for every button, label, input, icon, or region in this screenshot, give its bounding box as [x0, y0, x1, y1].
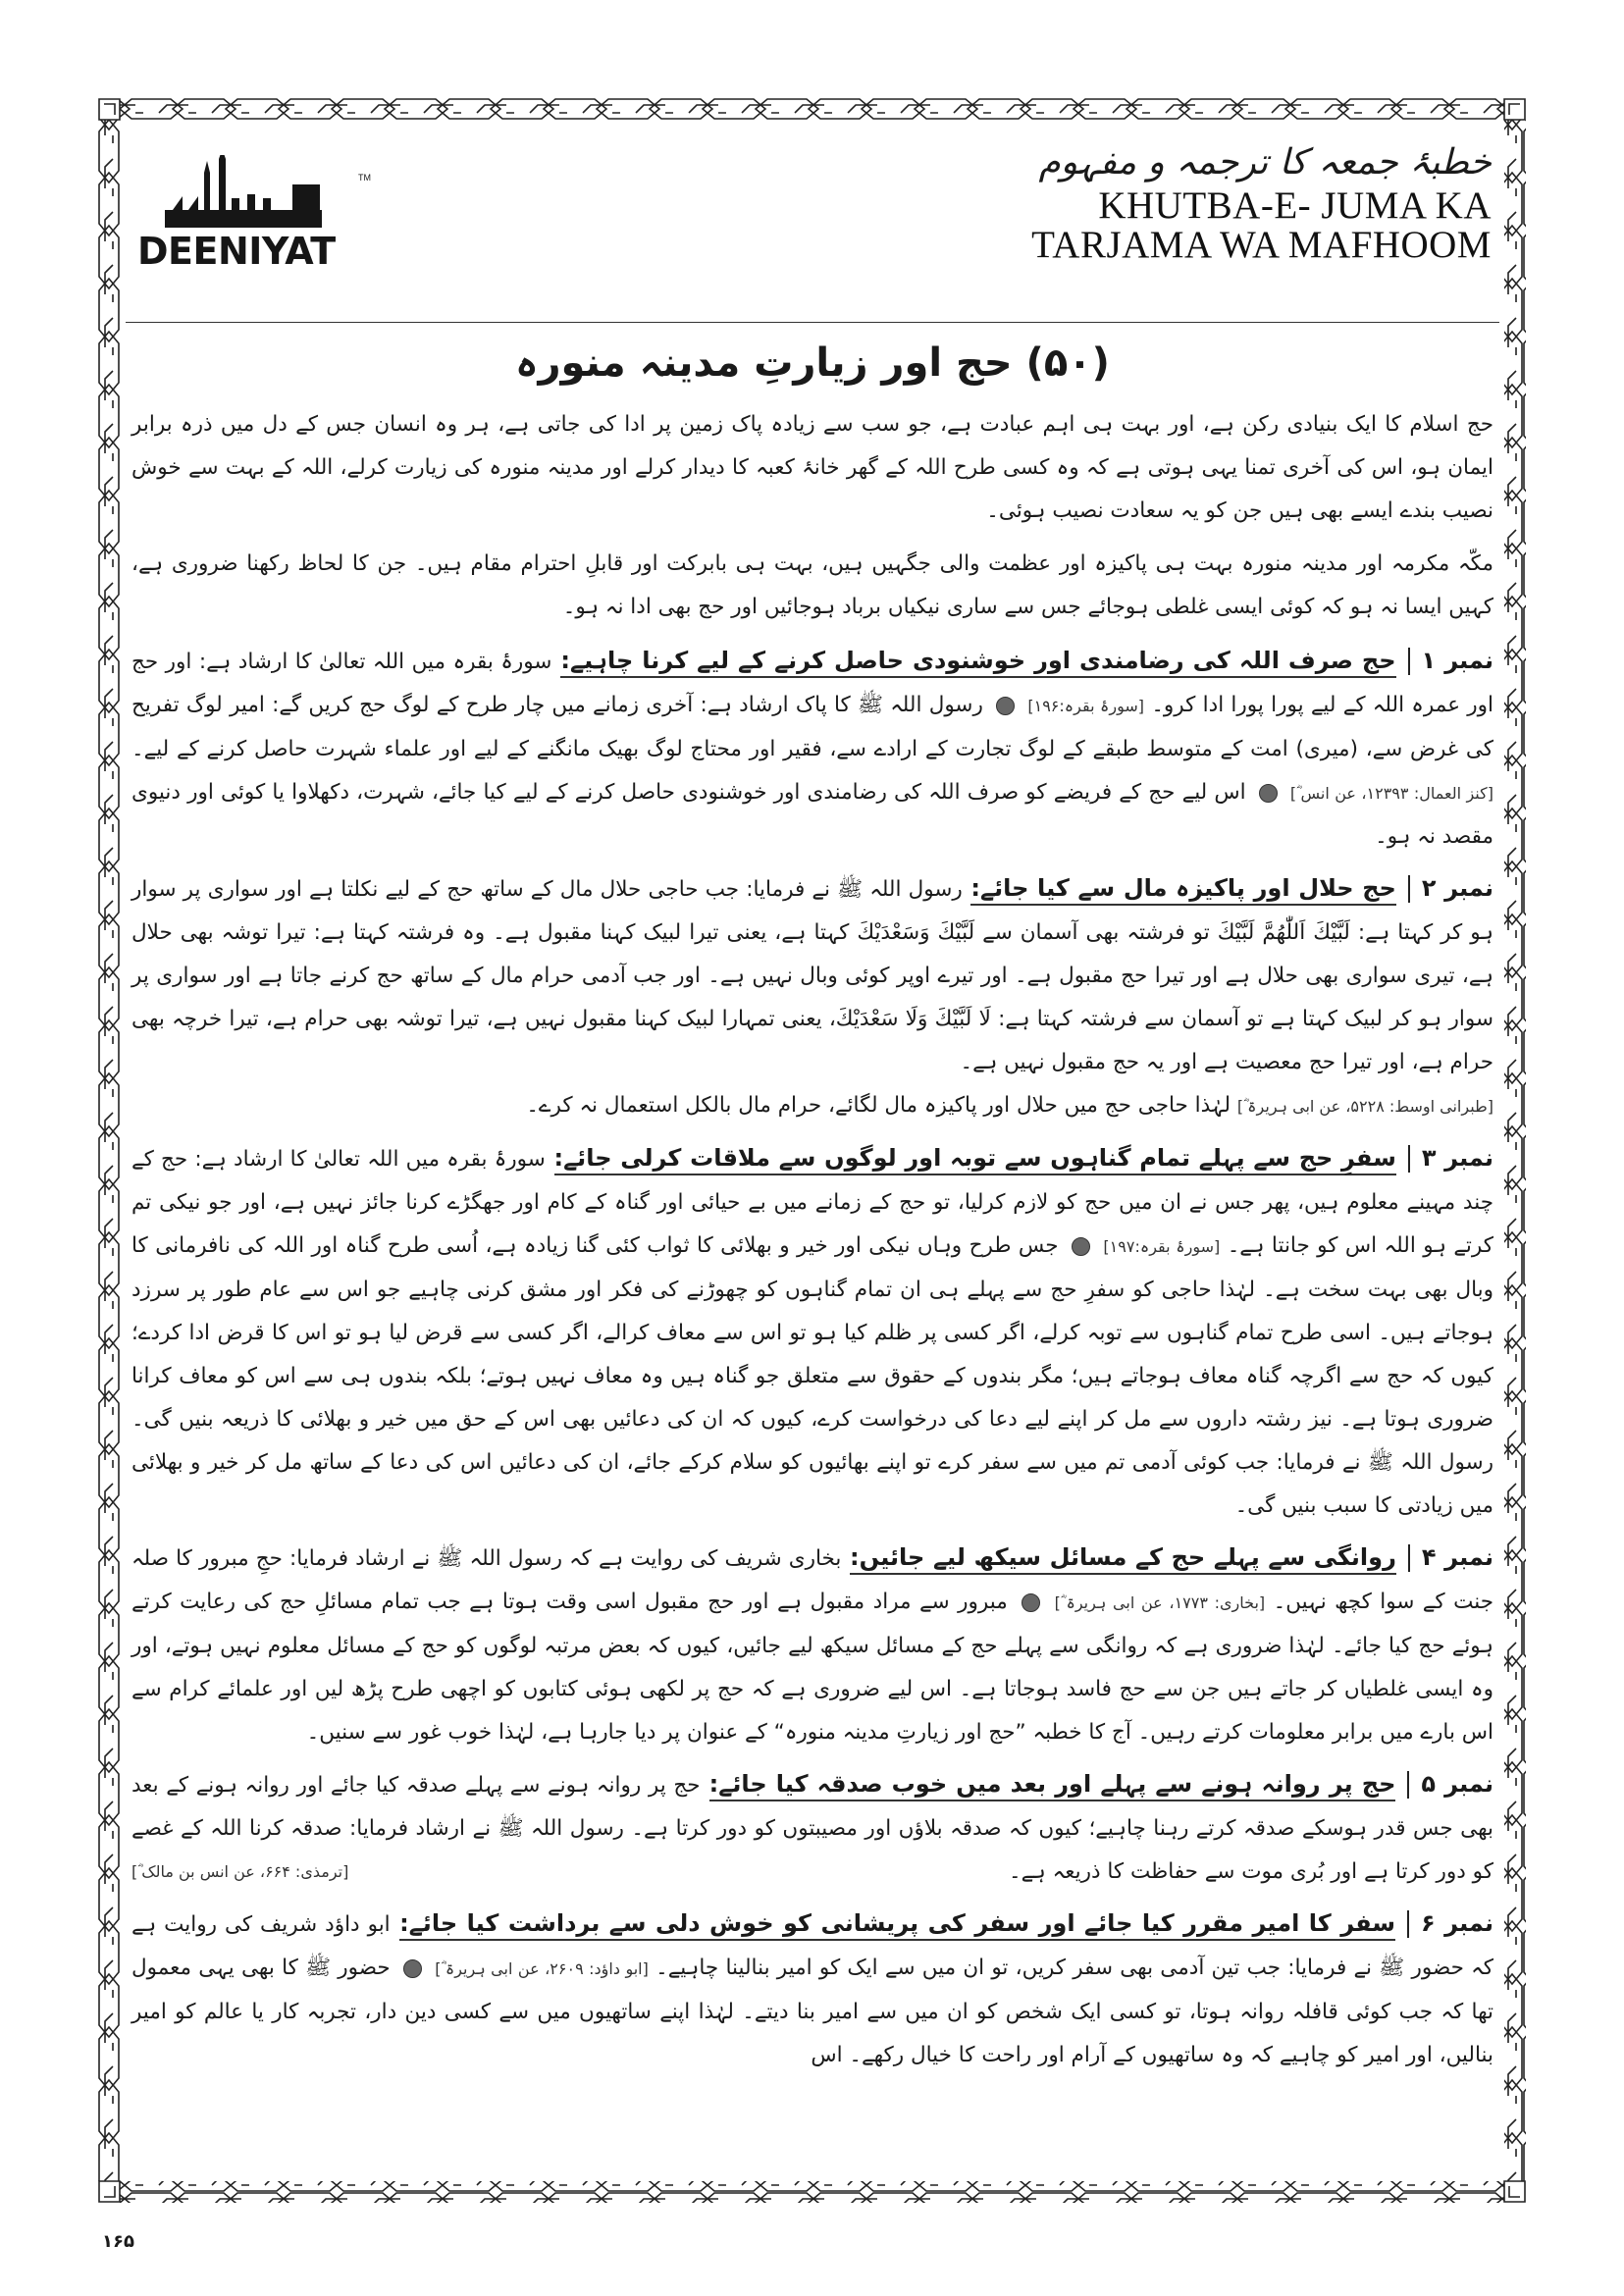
logo-text: DEENIYAT [137, 230, 336, 273]
intro-paragraph-1: حج اسلام کا ایک بنیادی رکن ہے، اور بہت ہی اہم عبادت ہے، جو سب سے زیادہ پاک زمین پر ادا کی جاتی ہے، ہر وہ انسان جس کے دل میں ذرہ برابر ایمان ہو، اس کی آخری تمنا یہی ہوتی ہے کہ وہ کسی طرح اللہ کے گھر خانۂ کعبہ کا دیدار کرلے اور مدینہ منورہ کی زیارت کرلے، اللہ کے بہت سے خوش نصیب بندے ایسے بھی ہیں جن کو یہ سعادت نصیب ہوئی۔ [131, 412, 1493, 523]
bullet-icon [403, 1959, 422, 1978]
section-2-header [963, 874, 1493, 902]
section-number: نمبر ۴ [1421, 1543, 1494, 1571]
section-heading: سفر کا امیر مقرر کیا جائے اور سفر کی پریشانی کو خوش دلی سے برداشت کیا جائے: [399, 1909, 1395, 1941]
section-4 [131, 1536, 1493, 1754]
section-text: جس طرح وہاں نیکی اور خیر و بھلائی کا ثواب کئی گنا زیادہ ہے، اُسی طرح گناہ اور اللہ کی نافرمانی کا وبال بھی بہت سخت ہے۔ لہٰذا حاجی کو سفرِ حج سے پہلے ہی ان تمام گناہوں کو چھوڑنے کی فکر اور مشق کرنی چاہیے جو اس سے عام طور پر سرزد ہوجاتے ہیں۔ اسی طرح تمام گناہوں سے توبہ کرلے، اگر کسی پر ظلم کیا ہو تو اس سے معاف کرالے، اگر کسی سے قرض لیا ہو تو اس کا قرض ادا کردے؛ کیوں کہ حج سے اگرچہ گناہ معاف ہوجاتے ہیں؛ مگر بندوں کے حقوق سے متعلق جو گناہ ہیں وہ معاف نہیں ہوتے؛ بلکہ بندوں ہی سے اس کو معاف کرانا ضروری ہوتا ہے۔ نیز رشتہ داروں سے مل کر اپنے لیے دعا کی درخواست کرے، کیوں کہ ان کی دعائیں بھی اس کے حق میں خیر و بھلائی کا ذریعہ بنیں گی۔ رسول اللہ ﷺ نے فرمایا: جب کوئی آدمی تم میں سے سفر کرے تو اپنے بھائیوں کو سلام کرکے جائے، ان کی دعائیں اس کی دعا کے ساتھ مل کر خیر و بھلائی میں زیادتی کا سبب بنیں گی۔ [131, 1233, 1493, 1518]
section-5-header [701, 1770, 1493, 1798]
section-text: ابو داؤد شریف کی روایت ہے کہ حضور ﷺ نے فرمایا: جب تین آدمی بھی سفر کریں، تو ان میں سے ایک کو امیر بنالینا چاہیے۔ [131, 1912, 1493, 1980]
section-text: لہٰذا حاجی حج میں حلال اور پاکیزہ مال لگائے، حرام مال بالکل استعمال نہ کرے۔ [526, 1093, 1231, 1118]
section-1-header [551, 647, 1493, 674]
divider [1407, 1910, 1409, 1938]
page-content [126, 126, 1499, 2176]
bullet-icon [1072, 1237, 1090, 1256]
divider [1408, 875, 1410, 903]
section-4-header [841, 1543, 1493, 1571]
citation: [بخاری: ۱۷۷۳، عن ابی ہریرۃ ؓ] [1054, 1593, 1266, 1612]
page-header [126, 126, 1499, 323]
section-6 [131, 1902, 1493, 2077]
section-5 [131, 1762, 1493, 1894]
divider [1407, 1771, 1409, 1799]
section-heading: حج حلال اور پاکیزہ مال سے کیا جائے: [970, 874, 1395, 906]
section-number: نمبر ۳ [1421, 1144, 1494, 1172]
citation: [سورۂ بقرہ:۱۹۷] [1103, 1237, 1221, 1256]
intro-paragraph-2: مکّہ مکرمہ اور مدینہ منورہ بہت ہی پاکیزہ اور عظمت والی جگہیں ہیں، بہت ہی بابرکت اور قابلِ احترام مقام ہیں۔ جن کا لحاظ رکھنا ضروری ہے، کہیں ایسا نہ ہو کہ کوئی ایسی غلطی ہوجائے جس سے ساری نیکیاں برباد ہوجائیں اور حج بھی ادا نہ ہو۔ [131, 551, 1493, 619]
section-2 [131, 866, 1493, 1128]
section-heading: سفرِ حج سے پہلے تمام گناہوں سے توبہ اور لوگوں سے ملاقات کرلی جائے: [554, 1144, 1396, 1175]
section-heading: حج پر روانہ ہونے سے پہلے اور بعد میں خوب صدقہ کیا جائے: [709, 1770, 1396, 1801]
section-text: سورۂ بقرہ میں اللہ تعالیٰ کا ارشاد ہے: اور حج اور عمرہ اللہ کے لیے پورا پورا ادا کرو۔ [131, 650, 1494, 717]
logo-mosque-icon: TM [165, 155, 332, 230]
divider [1408, 1544, 1410, 1572]
section-text: رسول اللہ ﷺ کا پاک ارشاد ہے: آخری زمانے میں چار طرح کے لوگ حج کریں گے: امیر لوگ تفریح کی غرض سے، (میری) امت کے متوسط طبقے کے لوگ تجارت کے ارادے سے، فقیر اور محتاج لوگ بھیک مانگنے کے لیے اور علماء شہرت حاصل کرنے کے لیے۔ [131, 693, 1493, 761]
section-text: بخاری شریف کی روایت ہے کہ رسول اللہ ﷺ نے ارشاد فرمایا: حجِ مبرور کا صلہ جنت کے سوا کچھ نہیں۔ [131, 1546, 1493, 1614]
bullet-icon [1022, 1593, 1040, 1612]
article-body [126, 403, 1499, 2077]
publication-title [1031, 139, 1492, 265]
citation: [طبرانی اوسط: ۵۲۲۸، عن ابی ہریرۃ ؓ] [1236, 1097, 1493, 1116]
section-number: نمبر ۵ [1421, 1770, 1493, 1798]
section-heading: روانگی سے پہلے حج کے مسائل سیکھ لیے جائیں: [850, 1543, 1396, 1575]
deeniyat-logo [137, 155, 371, 273]
section-text: سورۂ بقرہ میں اللہ تعالیٰ کا ارشاد ہے: حج کے چند مہینے معلوم ہیں، پھر جس نے ان میں حج کو لازم کرلیا، تو حج کے زمانے میں بے حیائی اور گناہ کے کام اور جھگڑے کرنا جائز نہیں ہے، اور جو نیکی تم کرتے ہو اللہ اس کو جانتا ہے۔ [131, 1147, 1494, 1258]
section-3-header [546, 1144, 1493, 1172]
publication-title-en-line1: KHUTBA-E- JUMA KA [1098, 184, 1492, 227]
publication-title-en-line2: TARJAMA WA MAFHOOM [1031, 224, 1492, 266]
bullet-icon [996, 697, 1015, 715]
citation: [سورۂ بقرہ:۱۹۶] [1027, 697, 1145, 715]
section-number: نمبر ۶ [1421, 1909, 1494, 1937]
publication-title-urdu: خطبۂ جمعہ کا ترجمہ و مفہوم [1038, 142, 1492, 183]
section-3 [131, 1136, 1493, 1528]
section-1 [131, 639, 1493, 859]
section-text: مبرور سے مراد مقبول ہے اور حج مقبول اسی وقت ہوتا ہے جب تمام مسائلِ حج کی رعایت کرتے ہوئے حج کیا جائے۔ لہٰذا ضروری ہے کہ روانگی سے پہلے حج کے مسائل سیکھ لیے جائیں، کیوں کہ بعض مرتبہ لوگوں کو حج کے مسائل معلوم نہیں ہوتے، اور وہ ایسی غلطیاں کر جاتے ہیں جن سے حج فاسد ہوجاتا ہے۔ اس لیے ضروری ہے کہ حج پر لکھی ہوئی کتابوں کو اچھی طرح پڑھ لیں اور علمائے کرام سے اس بارے میں برابر معلومات کرتے رہیں۔ آج کا خطبہ ”حج اور زیارتِ مدینہ منورہ“ کے عنوان پر دیا جارہا ہے، لہٰذا خوب غور سے سنیں۔ [131, 1590, 1493, 1745]
section-number: نمبر ۲ [1421, 874, 1493, 902]
page-title: (۵۰) حج اور زیارتِ مدینہ منورہ [515, 340, 1110, 386]
citation: [ترمذی: ۶۶۴، عن انس بن مالک ؓ] [131, 1862, 349, 1881]
divider [1408, 1145, 1410, 1173]
citation: [ابو داؤد: ۲۶۰۹، عن ابی ہریرۃ ؓ] [435, 1959, 649, 1978]
section-6-header [391, 1909, 1493, 1937]
section-text: حضور ﷺ کا بھی یہی معمول تھا کہ جب کوئی قافلہ روانہ ہوتا، تو کسی ایک شخص کو ان میں سے امیر بنا دیتے۔ لہٰذا اپنے ساتھیوں میں سے کسی دین دار، تجربہ کار یا عالم کو امیر بنالیں، اور امیر کو چاہیے کہ وہ ساتھیوں کے آرام اور راحت کا خیال رکھے۔ اس [131, 1956, 1493, 2067]
citation: [کنز العمال: ۱۲۳۹۳، عن انس ؓ] [1289, 784, 1493, 803]
section-text: حج پر روانہ ہونے سے پہلے صدقہ کیا جائے اور روانہ ہونے کے بعد بھی جس قدر ہوسکے صدقہ کرتے رہنا چاہیے؛ کیوں کہ صدقہ بلاؤں اور مصیبتوں کو دور کرتا ہے۔ رسول اللہ ﷺ نے ارشاد فرمایا: صدقہ کرنا اللہ کے غصے کو دور کرتا ہے اور بُری موت سے حفاظت کا ذریعہ ہے۔ [131, 1773, 1493, 1884]
bullet-icon [1259, 784, 1278, 803]
divider [1408, 648, 1410, 675]
section-heading: حج صرف اللہ کی رضامندی اور خوشنودی حاصل کرنے کے لیے کرنا چاہیے: [560, 647, 1395, 678]
page-number: ۱۶۵ [102, 2231, 134, 2252]
section-text: اس لیے حج کے فریضے کو صرف اللہ کی رضامندی اور خوشنودی حاصل کرنے کے لیے کیا جائے، شہرت، دکھلاوا یا کوئی اور دنیوی مقصد نہ ہو۔ [131, 780, 1493, 849]
section-number: نمبر ۱ [1421, 647, 1494, 674]
section-text: رسول اللہ ﷺ نے فرمایا: جب حاجی حلال مال کے ساتھ حج کے لیے نکلتا ہے اور سواری پر سوار ہو کر کہتا ہے: لَبَّيْكَ اَللّٰهُمَّ لَبَّيْكَ تو فرشتہ بھی آسمان سے لَبَّيْكَ وَسَعْدَيْكَ کہتا ہے، یعنی تیرا لبیک کہنا مقبول ہے۔ وہ فرشتہ کہتا ہے: تیرا توشہ بھی حلال ہے، تیری سواری بھی حلال ہے اور تیرا حج مقبول ہے۔ اور تیرے اوپر کوئی وبال نہیں ہے۔ اور جب آدمی حرام مال کے ساتھ حج کرنے جاتا ہے اور سواری پر سوار ہو کر لبیک کہتا ہے تو آسمان سے فرشتہ کہتا ہے: لَا لَبَّيْكَ وَلَا سَعْدَيْكَ، یعنی تمہارا لبیک کہنا مقبول نہیں ہے، تیرا توشہ بھی حرام ہے، تیرا خرچہ بھی حرام ہے، اور تیرا حج معصیت ہے اور یہ حج مقبول نہیں ہے۔ [131, 877, 1493, 1074]
